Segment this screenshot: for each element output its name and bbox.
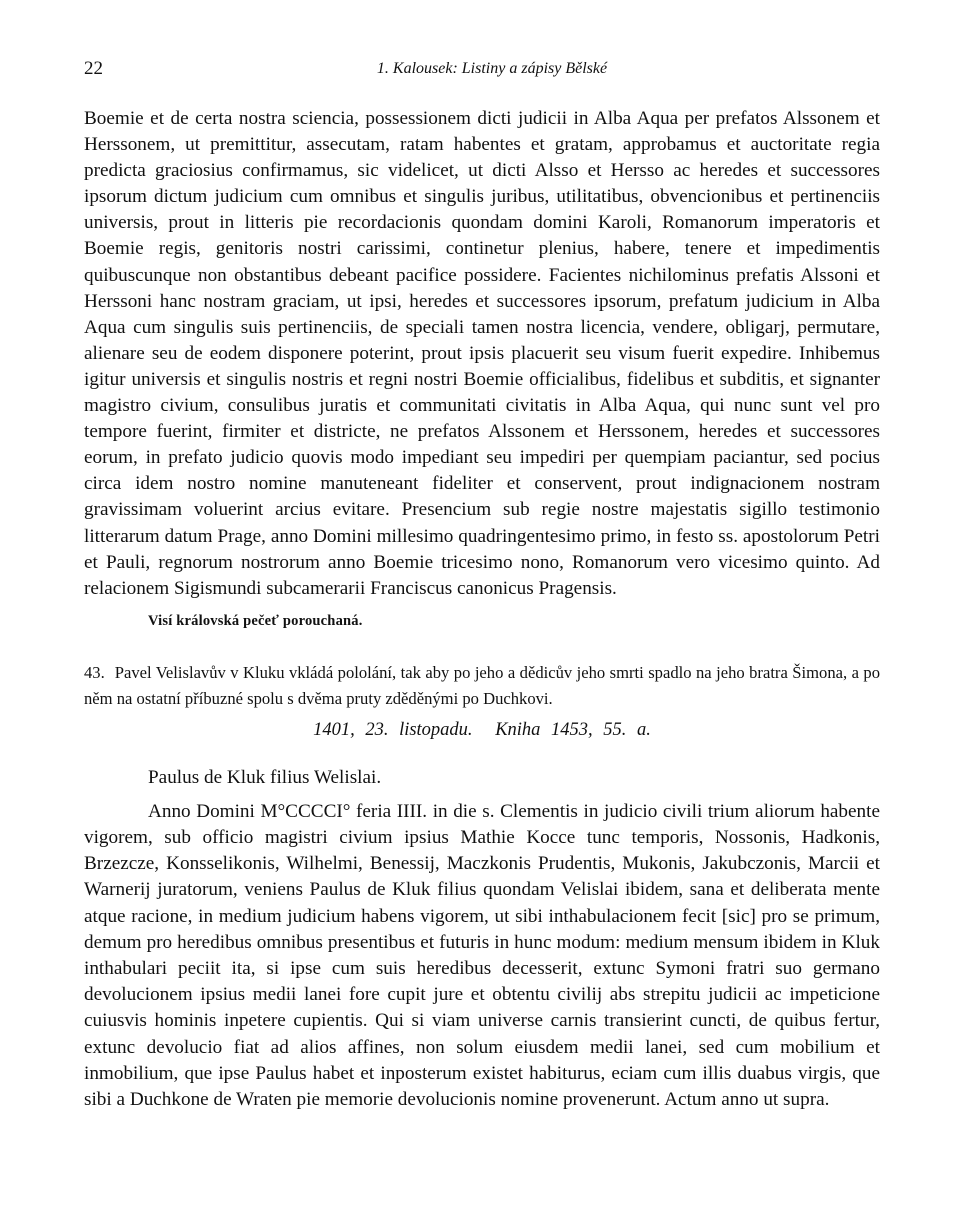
page-number: 22 xyxy=(84,58,103,79)
charter-text-continued: Boemie et de certa nostra sciencia, possessionem dicti judicii in Alba Aqua per prefatos Alssonem et Herssonem, ut premittitur, assecutam, ratam habentes et gratam, approbamus et auctoritate regia predicta graciosius confirmamus, sic videlicet, ut dicti Alsso et Hersso ac heredes et successores ipsorum dictum judicium cum omnibus et singulis juribus, utilitatibus, obvencionibus et pertinenciis universis, prout in litteris pie recordacionis quondam domini Karoli, Romanorum imperatoris et Boemie regis, genitoris nostri carissimi, continetur plenius, habere, tenere et impedimentis quibuscunque non obstantibus debeant pacifice possidere. Facientes nichilominus prefatis Alssoni et Herssoni hanc nostram graciam, ut ipsi, heredes et successores ipsorum, prefatum judicium in Alba Aqua cum singulis suis pertinenciis, de speciali tamen nostra licencia, vendere, obligarj, permutare, alienare seu de eodem disponere poterint, prout ipsis placuerit seu visum fuerit expedire. Inhibemus igitur universis et singulis nostris et regni nostri Boemie officialibus, fidelibus et subditis, et signanter magistro civium, consulibus juratis et communitati civitatis in Alba Aqua, qui nunc sunt vel pro tempore fuerint, firmiter et districte, ne prefatos Alssonem et Herssonem, heredes et successores eorum, in prefato judicio quovis modo impediant seu impediri per quempiam paciantur, sed pocius circa idem nostro nomine manuteneant fideliter et conservent, prout indignacionem nostram gravissimam voluerint arcius evitare. Presencium sub regie nostre majestatis sigillo testimonio litterarum datum Prage, anno Domini millesimo quadringentesimo primo, in festo ss. apostolorum Petri et Pauli, regnorum nostrorum anno Boemie tricesimo nono, Romanorum vero vicesimo quinto. Ad relacionem Sigismundi subcamerarii Franciscus canonicus Pragensis. xyxy=(84,108,880,599)
charter-date-source xyxy=(84,720,880,741)
charter-summary: Pavel Velislavův v Kluku vkládá pololání, tak aby po jeho a dědicův jeho smrti spadlo na jeho bratra Šimona, a po něm na ostatní příbuzné spolu s dvěma pruty zděděnými po Duchkovi. xyxy=(84,662,880,708)
page-body xyxy=(84,106,880,1113)
charter-number: 43. xyxy=(84,662,105,682)
charter-text: Anno Domini M°CCCCI° feria IIII. in die s. Clementis in judicio civili trium aliorum habente vigorem, sub officio magistri civium ipsius Mathie Kocce tunc temporis, Nossonis, Hadkonis, Brzezcze, Konsselikonis, Wilhelmi, Benessij, Maczkonis Prudentis, Mukonis, Jakubczonis, Marcii et Warnerij juratorum, veniens Paulus de Kluk filius quondam Velislai ibidem, sana et deliberata mente atque racione, in medium judicium habens vigorem, ut sibi inthabulacionem fecit [sic] pro se primum, demum pro heredibus omnibus presentibus et futuris in hunc modum: medium mensum ibidem in Kluk inthabulari peciit ita, si ipse cum suis heredibus decesserit, extunc Symoni fratri suo germano devolucionem ipsius medii lanei fore cupit jure et obtentu civilij abs strepitu judicii ac impeticione cuiusvis hominis inpetere cupientis. Qui si viam universe carnis transierint cuncti, de quibus fertur, extunc devolucio fiat ad alios affines, non solum eiusdem medii lanei, sed cum mobilium et inmobilium, que ipse Paulus habet et inposterum existet habiturus, eciam cum illis duabus virgis, que sibi a Duchkone de Wraten pie memorie devolucionis nomine provenerunt. Actum anno ut supra. xyxy=(84,800,880,1111)
charter-title: Paulus de Kluk filius Welislai. xyxy=(148,766,382,788)
page-header xyxy=(84,58,880,84)
seal-note: Visí královská pečeť porouchaná. xyxy=(148,612,363,629)
running-title: 1. Kalousek: Listiny a zápisy Bělské xyxy=(376,60,608,77)
charter-heading xyxy=(84,660,880,712)
charter-source-ref: Kniha 1453, 55. a. xyxy=(495,719,651,740)
charter-date: 1401, 23. listopadu. xyxy=(313,719,473,740)
